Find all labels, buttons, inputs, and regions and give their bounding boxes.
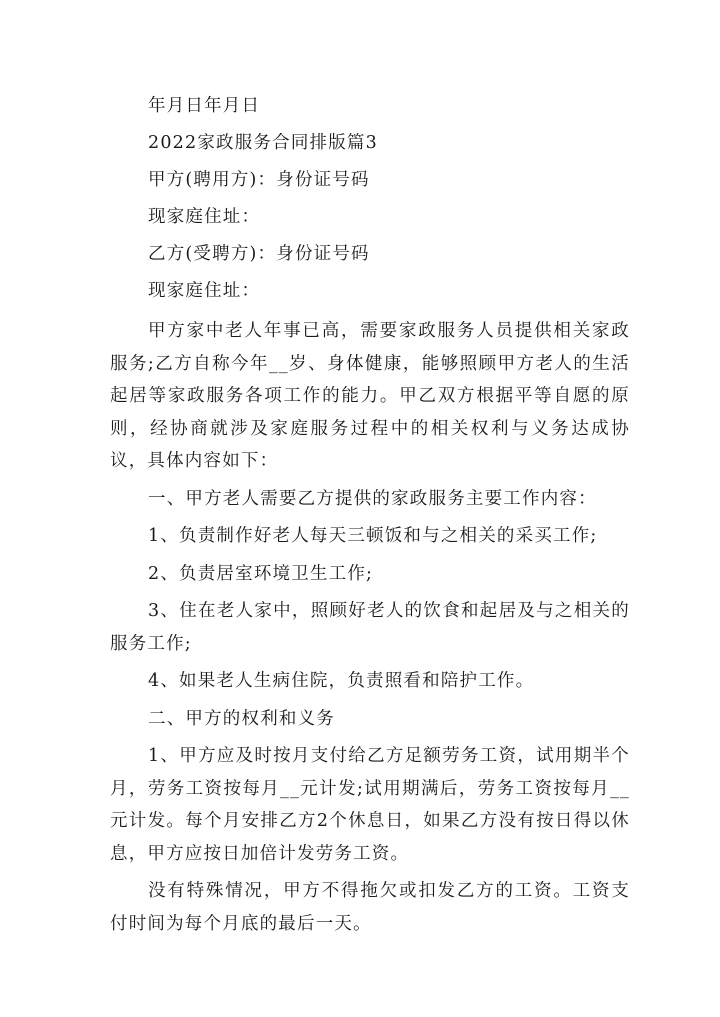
section2-title: 二、甲方的权利和义务	[148, 708, 335, 729]
party-b-address: 现家庭住址：	[148, 281, 261, 301]
document-page	[110, 93, 630, 945]
header-date: 年月日年月日	[148, 96, 261, 116]
section1-item: 4、如果老人生病住院，负责照看和陪护工作。	[148, 671, 535, 691]
party-b-line: 乙方(受聘方)：身份证号码	[148, 244, 370, 264]
section1-item: 2、负责居室环境卫生工作;	[148, 563, 374, 584]
section1-item: 3、住在老人家中，照顾好老人的饮食和起居及与之相关的服务工作;	[110, 601, 630, 654]
intro-paragraph: 甲方家中老人年事已高，需要家政服务人员提供相关家政服务;乙方自称今年__岁、身体健康，能够照顾甲方老人的生活起居等家政服务各项工作的能力。甲乙双方根据平等自愿的原则，经协商就涉及家庭服务过程中的相关权利与义务达成协议，具体内容如下：	[110, 321, 630, 471]
section2-item: 没有特殊情况，甲方不得拖欠或扣发乙方的工资。工资支付时间为每个月底的最后一天。	[110, 881, 630, 934]
party-a-line: 甲方(聘用方)：身份证号码	[148, 170, 370, 190]
section1-item: 1、负责制作好老人每天三顿饭和与之相关的采买工作;	[148, 526, 598, 546]
section2-item: 1、甲方应及时按月支付给乙方足额劳务工资，试用期半个月，劳务工资按每月__元计发;试用期满后，劳务工资按每月__元计发。每个月安排乙方2个休息日，如果乙方没有按日得以休息，甲方应按日加倍计发劳务工资。	[110, 746, 630, 864]
section1-title: 一、甲方老人需要乙方提供的家政服务主要工作内容：	[148, 488, 597, 509]
party-a-address: 现家庭住址：	[148, 207, 261, 227]
document-title: 2022家政服务合同排版篇3	[148, 133, 378, 153]
